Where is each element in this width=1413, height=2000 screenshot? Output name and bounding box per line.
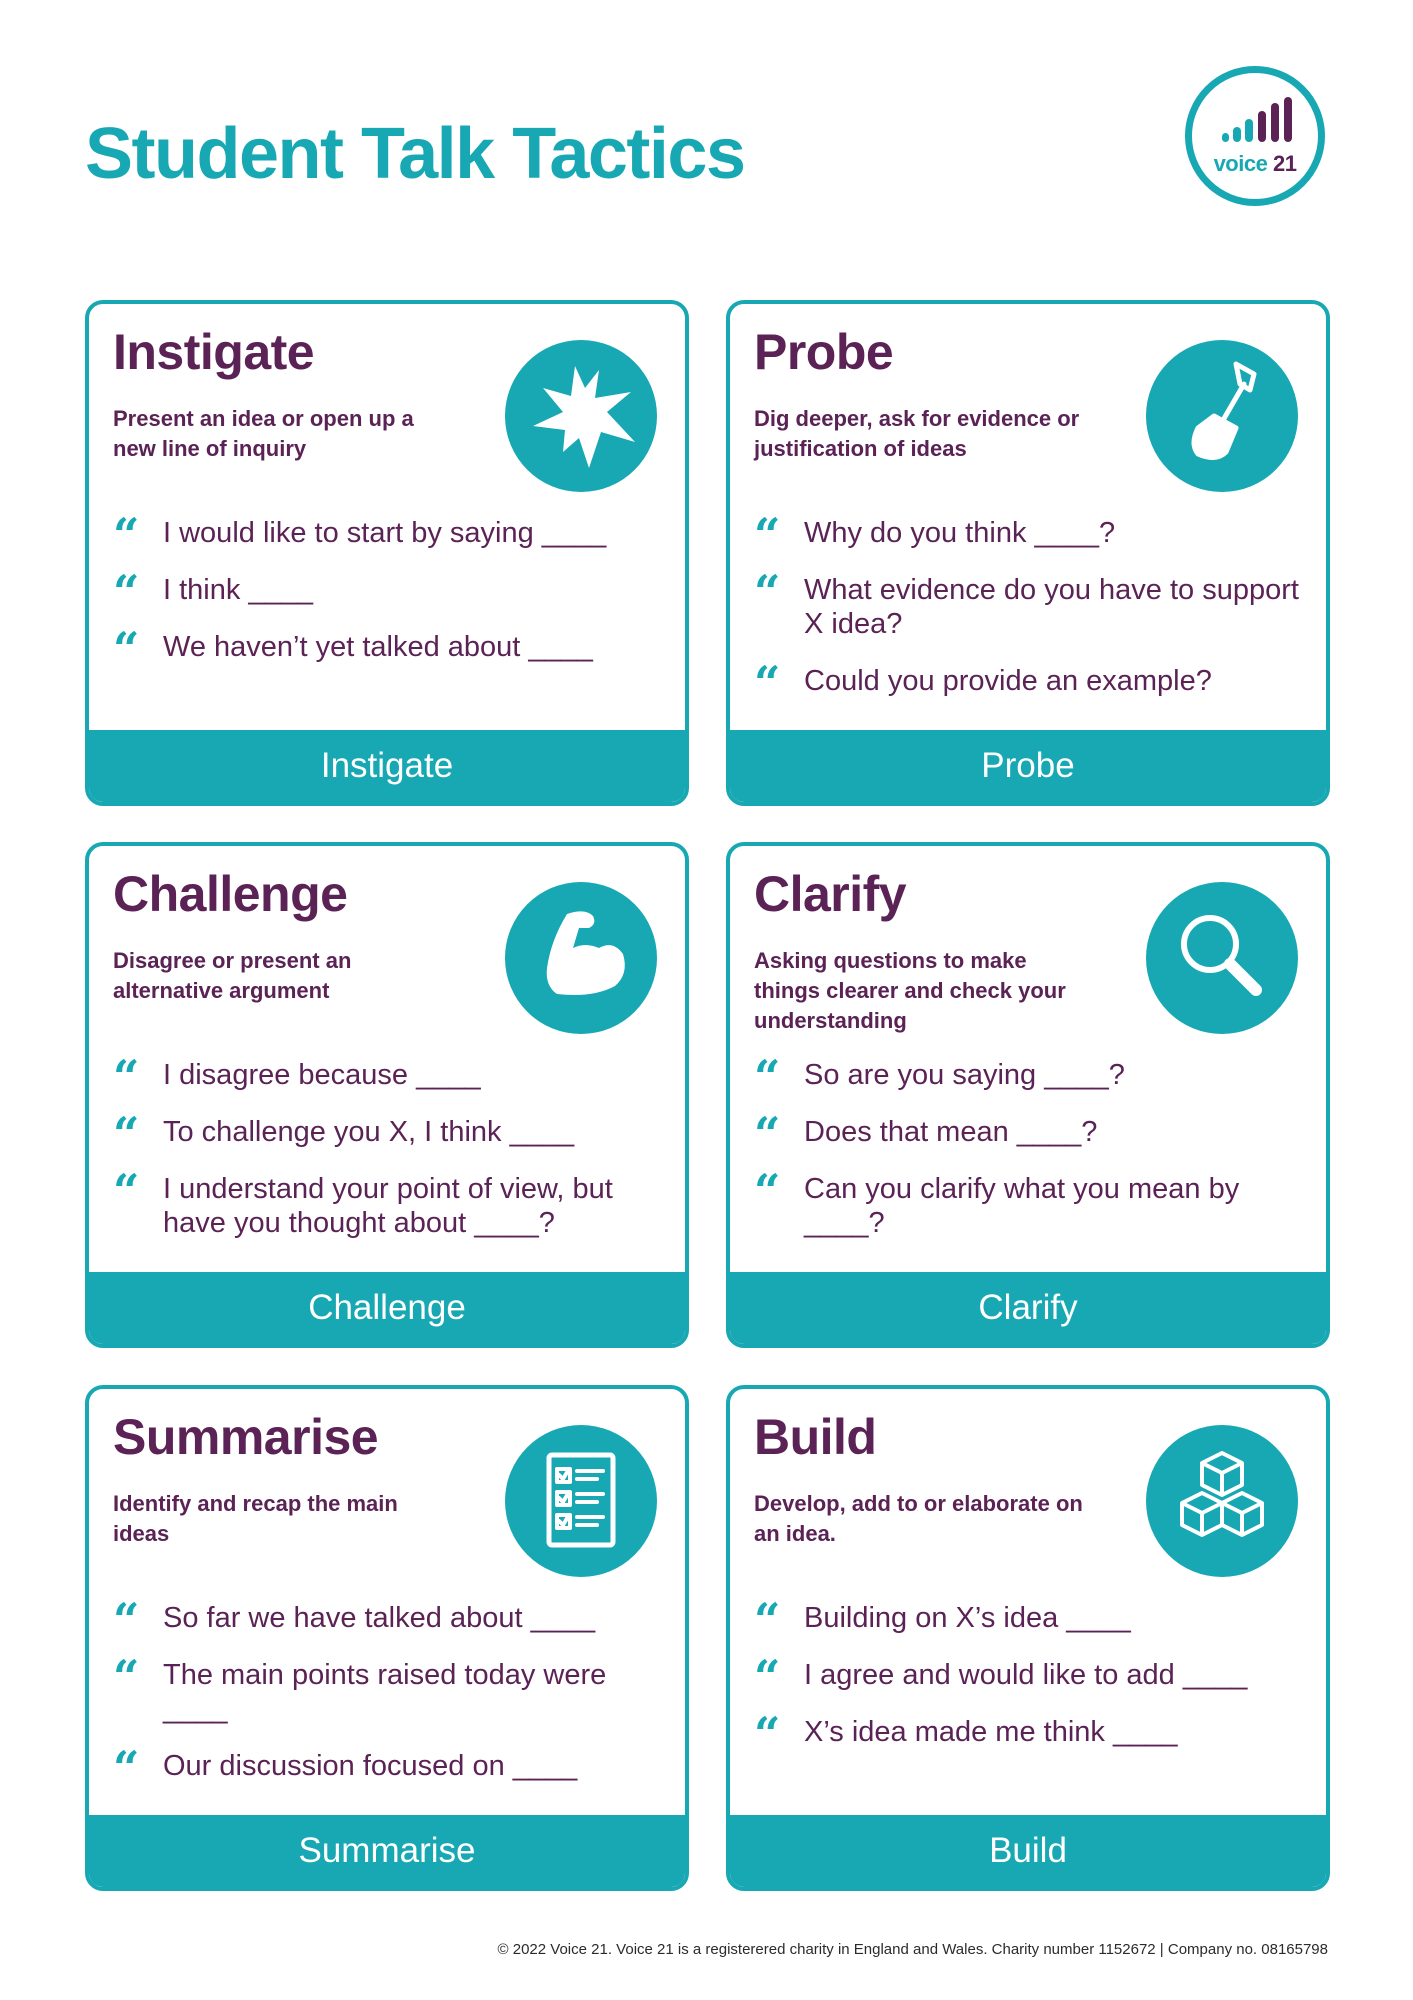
- phrase-text: I disagree because ____: [163, 1059, 481, 1091]
- phrase-text: I would like to start by saying ____: [163, 517, 607, 549]
- quote-mark-icon: “: [754, 565, 781, 619]
- card-clarify: [726, 842, 1330, 1348]
- quote-mark-icon: “: [113, 1107, 140, 1161]
- card-challenge: [85, 842, 689, 1348]
- quote-mark-icon: “: [113, 622, 140, 676]
- signal-bars-icon: [1220, 97, 1304, 145]
- quote-mark-icon: “: [754, 508, 781, 562]
- phrase-text: I agree and would like to add ____: [804, 1659, 1248, 1691]
- phrase-text: Our discussion focused on ____: [163, 1750, 578, 1782]
- quote-mark-icon: “: [754, 656, 781, 710]
- card-footer: Clarify: [730, 1272, 1326, 1344]
- card-title: Probe: [754, 324, 894, 380]
- starburst-icon: [505, 340, 657, 492]
- quote-mark-icon: “: [754, 1050, 781, 1104]
- checklist-icon: [505, 1425, 657, 1577]
- logo-text: voice: [1213, 151, 1268, 176]
- phrase-text: So are you saying ____?: [804, 1059, 1125, 1091]
- magnifying-glass-icon: [1146, 882, 1298, 1034]
- card-description: Disagree or present an alternative argument: [113, 948, 352, 1003]
- list-item: [754, 656, 1306, 710]
- list-item: [113, 1650, 665, 1726]
- phrase-list: [754, 1593, 1306, 1772]
- quote-mark-icon: “: [754, 1650, 781, 1704]
- logo-number: 21: [1272, 151, 1297, 176]
- card-title: Challenge: [113, 866, 348, 922]
- list-item: [113, 565, 665, 619]
- phrase-text: I understand your point of view, but have you thought about ____?: [163, 1173, 613, 1239]
- list-item: [754, 1707, 1306, 1761]
- phrase-text: To challenge you X, I think ____: [163, 1116, 575, 1148]
- phrase-list: [754, 1050, 1306, 1263]
- phrase-text: Building on X’s idea ____: [804, 1602, 1131, 1634]
- phrase-text: Could you provide an example?: [804, 665, 1212, 697]
- quote-mark-icon: “: [754, 1164, 781, 1218]
- card-description: Present an idea or open up a new line of inquiry: [113, 406, 414, 461]
- list-item: [113, 508, 665, 562]
- card-description: Asking questions to make things clearer and check your understanding: [754, 948, 1066, 1033]
- card-description: Dig deeper, ask for evidence or justification of ideas: [754, 406, 1080, 461]
- card-title: Clarify: [754, 866, 907, 922]
- card-title: Build: [754, 1409, 877, 1465]
- quote-mark-icon: “: [113, 1593, 140, 1647]
- list-item: [754, 1164, 1306, 1240]
- quote-mark-icon: “: [113, 1050, 140, 1104]
- phrase-text: I think ____: [163, 574, 313, 606]
- card-description: Identify and recap the main ideas: [113, 1491, 398, 1546]
- quote-mark-icon: “: [113, 565, 140, 619]
- card-footer: Probe: [730, 730, 1326, 802]
- card-probe: [726, 300, 1330, 806]
- phrase-text: Why do you think ____?: [804, 517, 1116, 549]
- phrase-list: [113, 1050, 665, 1263]
- phrase-text: Does that mean ____?: [804, 1116, 1098, 1148]
- voice21-logo: [1185, 66, 1325, 206]
- phrase-list: [113, 508, 665, 687]
- quote-mark-icon: “: [113, 1650, 140, 1704]
- phrase-text: We haven’t yet talked about ____: [163, 631, 593, 663]
- quote-mark-icon: “: [754, 1707, 781, 1761]
- phrase-list: [113, 1593, 665, 1806]
- list-item: [113, 1741, 665, 1795]
- list-item: [754, 1107, 1306, 1161]
- quote-mark-icon: “: [113, 1741, 140, 1795]
- list-item: [113, 1107, 665, 1161]
- quote-mark-icon: “: [754, 1593, 781, 1647]
- list-item: [754, 1593, 1306, 1647]
- phrase-list: [754, 508, 1306, 721]
- list-item: [113, 1593, 665, 1647]
- copyright-footer: © 2022 Voice 21. Voice 21 is a registerered charity in England and Wales. Charity number 1152672 | Company no. 08165798: [497, 1941, 1328, 1958]
- card-build: [726, 1385, 1330, 1891]
- quote-mark-icon: “: [113, 508, 140, 562]
- card-footer: Challenge: [89, 1272, 685, 1344]
- card-title: Instigate: [113, 324, 315, 380]
- card-title: Summarise: [113, 1409, 379, 1465]
- card-instigate: [85, 300, 689, 806]
- phrase-text: X’s idea made me think ____: [804, 1716, 1178, 1748]
- list-item: [113, 622, 665, 676]
- card-description: Develop, add to or elaborate on an idea.: [754, 1491, 1083, 1546]
- stacked-cubes-icon: [1146, 1425, 1298, 1577]
- quote-mark-icon: “: [754, 1107, 781, 1161]
- card-footer: Summarise: [89, 1815, 685, 1887]
- card-footer: Instigate: [89, 730, 685, 802]
- list-item: [113, 1164, 665, 1240]
- phrase-text: Can you clarify what you mean by ____?: [804, 1173, 1240, 1239]
- quote-mark-icon: “: [113, 1164, 140, 1218]
- list-item: [754, 508, 1306, 562]
- phrase-text: So far we have talked about ____: [163, 1602, 596, 1634]
- list-item: [754, 1650, 1306, 1704]
- flexed-arm-icon: [505, 882, 657, 1034]
- card-summarise: [85, 1385, 689, 1891]
- list-item: [113, 1050, 665, 1104]
- list-item: [754, 1050, 1306, 1104]
- list-item: [754, 565, 1306, 641]
- page-title: Student Talk Tactics: [85, 114, 745, 194]
- shovel-icon: [1146, 340, 1298, 492]
- phrase-text: The main points raised today were ____: [163, 1659, 607, 1725]
- phrase-text: What evidence do you have to support X idea?: [804, 574, 1299, 640]
- card-footer: Build: [730, 1815, 1326, 1887]
